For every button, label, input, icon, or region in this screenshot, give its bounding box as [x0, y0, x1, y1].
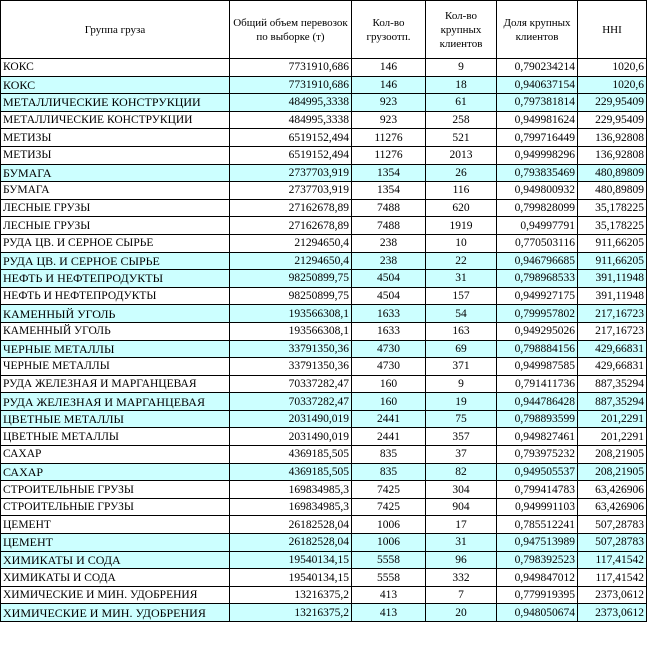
cell-volume: 169834985,3 — [230, 481, 352, 499]
cell-shippers: 11276 — [352, 146, 426, 164]
table-row — [1, 604, 647, 622]
cell-hhi: 35,178225 — [578, 199, 647, 217]
cell-shippers: 413 — [352, 586, 426, 604]
cell-hhi: 391,11948 — [578, 287, 647, 305]
cell-volume: 484995,3338 — [230, 111, 352, 129]
cell-volume: 13216375,2 — [230, 586, 352, 604]
cell-volume: 6519152,494 — [230, 146, 352, 164]
cell-group: НЕФТЬ И НЕФТЕПРОДУКТЫ — [1, 270, 230, 288]
cell-hhi: 136,92808 — [578, 146, 647, 164]
cell-large-clients: 31 — [426, 534, 497, 552]
cell-share: 0,949998296 — [497, 146, 578, 164]
cell-group: РУДА ЦВ. И СЕРНОЕ СЫРЬЕ — [1, 252, 230, 270]
cell-large-clients: 9 — [426, 375, 497, 393]
cell-hhi: 480,89809 — [578, 164, 647, 182]
cell-volume: 2031490,019 — [230, 410, 352, 428]
cell-hhi: 63,426906 — [578, 498, 647, 516]
cell-shippers: 2441 — [352, 428, 426, 446]
cell-group: КАМЕННЫЙ УГОЛЬ — [1, 305, 230, 323]
header-share: Доля крупных клиентов — [497, 1, 578, 59]
table-row — [1, 234, 647, 252]
cell-group: ЦЕМЕНТ — [1, 516, 230, 534]
cell-share: 0,791411736 — [497, 375, 578, 393]
cell-shippers: 1354 — [352, 182, 426, 200]
cell-shippers: 160 — [352, 393, 426, 411]
cell-volume: 33791350,36 — [230, 358, 352, 376]
cell-hhi: 911,66205 — [578, 252, 647, 270]
cell-share: 0,793975232 — [497, 446, 578, 464]
cell-large-clients: 26 — [426, 164, 497, 182]
cell-volume: 7731910,686 — [230, 76, 352, 94]
header-row — [1, 1, 647, 59]
cell-group: ЧЕРНЫЕ МЕТАЛЛЫ — [1, 340, 230, 358]
cell-shippers: 835 — [352, 446, 426, 464]
table-row — [1, 270, 647, 288]
table-row — [1, 463, 647, 481]
cell-shippers: 238 — [352, 252, 426, 270]
cell-hhi: 208,21905 — [578, 463, 647, 481]
cell-share: 0,790234214 — [497, 59, 578, 77]
cell-volume: 2031490,019 — [230, 428, 352, 446]
cell-share: 0,779919395 — [497, 586, 578, 604]
cell-group: ЧЕРНЫЕ МЕТАЛЛЫ — [1, 358, 230, 376]
cell-shippers: 5558 — [352, 569, 426, 587]
cell-group: САХАР — [1, 463, 230, 481]
cell-volume: 7731910,686 — [230, 59, 352, 77]
cell-volume: 70337282,47 — [230, 375, 352, 393]
cell-hhi: 63,426906 — [578, 481, 647, 499]
cell-volume: 26182528,04 — [230, 516, 352, 534]
header-large-clients: Кол-во крупных клиентов — [426, 1, 497, 59]
table-row — [1, 217, 647, 235]
cell-hhi: 217,16723 — [578, 305, 647, 323]
cell-shippers: 923 — [352, 94, 426, 112]
cell-share: 0,949981624 — [497, 111, 578, 129]
table-row — [1, 59, 647, 77]
header-hhi: HHI — [578, 1, 647, 59]
cell-hhi: 2373,0612 — [578, 604, 647, 622]
cell-share: 0,949847012 — [497, 569, 578, 587]
cell-volume: 193566308,1 — [230, 322, 352, 340]
cell-share: 0,947513989 — [497, 534, 578, 552]
cell-hhi: 429,66831 — [578, 358, 647, 376]
cell-volume: 2737703,919 — [230, 164, 352, 182]
cell-volume: 21294650,4 — [230, 252, 352, 270]
cell-group: РУДА ЦВ. И СЕРНОЕ СЫРЬЕ — [1, 234, 230, 252]
cell-hhi: 1020,6 — [578, 59, 647, 77]
cell-shippers: 413 — [352, 604, 426, 622]
cell-group: РУДА ЖЕЛЕЗНАЯ И МАРГАНЦЕВАЯ — [1, 375, 230, 393]
cell-group: ЦЕМЕНТ — [1, 534, 230, 552]
cell-volume: 193566308,1 — [230, 305, 352, 323]
table-row — [1, 375, 647, 393]
cell-large-clients: 1919 — [426, 217, 497, 235]
cell-shippers: 7425 — [352, 481, 426, 499]
cell-volume: 26182528,04 — [230, 534, 352, 552]
table-row — [1, 358, 647, 376]
cell-hhi: 887,35294 — [578, 375, 647, 393]
cell-group: ХИМИКАТЫ И СОДА — [1, 551, 230, 569]
cell-large-clients: 157 — [426, 287, 497, 305]
cell-large-clients: 521 — [426, 129, 497, 147]
cell-group: ХИМИЧЕСКИЕ И МИН. УДОБРЕНИЯ — [1, 586, 230, 604]
cell-group: ЦВЕТНЫЕ МЕТАЛЛЫ — [1, 428, 230, 446]
cell-shippers: 4504 — [352, 287, 426, 305]
cell-group: ХИМИЧЕСКИЕ И МИН. УДОБРЕНИЯ — [1, 604, 230, 622]
cell-large-clients: 163 — [426, 322, 497, 340]
cell-hhi: 35,178225 — [578, 217, 647, 235]
cell-group: ЛЕСНЫЕ ГРУЗЫ — [1, 199, 230, 217]
header-group: Группа груза — [1, 1, 230, 59]
cell-shippers: 11276 — [352, 129, 426, 147]
table-row — [1, 305, 647, 323]
table-row — [1, 586, 647, 604]
table-row — [1, 498, 647, 516]
cell-share: 0,799957802 — [497, 305, 578, 323]
cell-volume: 169834985,3 — [230, 498, 352, 516]
cell-group: КАМЕННЫЙ УГОЛЬ — [1, 322, 230, 340]
cell-shippers: 1633 — [352, 322, 426, 340]
cell-hhi: 911,66205 — [578, 234, 647, 252]
cell-shippers: 2441 — [352, 410, 426, 428]
cell-volume: 13216375,2 — [230, 604, 352, 622]
cell-group: МЕТАЛЛИЧЕСКИЕ КОНСТРУКЦИИ — [1, 94, 230, 112]
cell-shippers: 7488 — [352, 199, 426, 217]
cell-large-clients: 19 — [426, 393, 497, 411]
table-row — [1, 534, 647, 552]
cell-share: 0,949927175 — [497, 287, 578, 305]
cell-hhi: 229,95409 — [578, 111, 647, 129]
cell-hhi: 391,11948 — [578, 270, 647, 288]
cell-shippers: 160 — [352, 375, 426, 393]
table-row — [1, 569, 647, 587]
cell-large-clients: 620 — [426, 199, 497, 217]
table-row — [1, 393, 647, 411]
cell-volume: 484995,3338 — [230, 94, 352, 112]
cell-shippers: 1633 — [352, 305, 426, 323]
cell-share: 0,798884156 — [497, 340, 578, 358]
cell-shippers: 1354 — [352, 164, 426, 182]
cell-hhi: 887,35294 — [578, 393, 647, 411]
cell-shippers: 835 — [352, 463, 426, 481]
table-row — [1, 164, 647, 182]
cell-volume: 19540134,15 — [230, 569, 352, 587]
cell-share: 0,770503116 — [497, 234, 578, 252]
cell-hhi: 229,95409 — [578, 94, 647, 112]
table-row — [1, 516, 647, 534]
cell-volume: 27162678,89 — [230, 217, 352, 235]
cell-hhi: 507,28783 — [578, 516, 647, 534]
cell-share: 0,949505537 — [497, 463, 578, 481]
cell-group: БУМАГА — [1, 182, 230, 200]
table-row — [1, 199, 647, 217]
cell-shippers: 1006 — [352, 534, 426, 552]
cell-shippers: 4730 — [352, 340, 426, 358]
cell-large-clients: 332 — [426, 569, 497, 587]
cell-share: 0,799716449 — [497, 129, 578, 147]
table-row — [1, 322, 647, 340]
cell-large-clients: 54 — [426, 305, 497, 323]
table-body — [1, 59, 647, 622]
cell-group: МЕТАЛЛИЧЕСКИЕ КОНСТРУКЦИИ — [1, 111, 230, 129]
cell-large-clients: 371 — [426, 358, 497, 376]
cell-volume: 70337282,47 — [230, 393, 352, 411]
table-row — [1, 481, 647, 499]
cell-large-clients: 10 — [426, 234, 497, 252]
table-row — [1, 252, 647, 270]
cell-large-clients: 75 — [426, 410, 497, 428]
cell-volume: 98250899,75 — [230, 270, 352, 288]
cell-large-clients: 357 — [426, 428, 497, 446]
cell-shippers: 4730 — [352, 358, 426, 376]
cell-shippers: 238 — [352, 234, 426, 252]
cell-group: СТРОИТЕЛЬНЫЕ ГРУЗЫ — [1, 498, 230, 516]
cell-share: 0,799414783 — [497, 481, 578, 499]
cell-share: 0,948050674 — [497, 604, 578, 622]
table-row — [1, 551, 647, 569]
cell-hhi: 136,92808 — [578, 129, 647, 147]
header-volume: Общий объем перевозок по выборке (т) — [230, 1, 352, 59]
cell-share: 0,949987585 — [497, 358, 578, 376]
cell-share: 0,944786428 — [497, 393, 578, 411]
cell-group: НЕФТЬ И НЕФТЕПРОДУКТЫ — [1, 287, 230, 305]
cell-hhi: 201,2291 — [578, 428, 647, 446]
table-row — [1, 287, 647, 305]
cell-volume: 4369185,505 — [230, 446, 352, 464]
cell-large-clients: 31 — [426, 270, 497, 288]
cell-large-clients: 69 — [426, 340, 497, 358]
cell-hhi: 507,28783 — [578, 534, 647, 552]
cell-hhi: 117,41542 — [578, 551, 647, 569]
header-shippers: Кол-во грузоотп. — [352, 1, 426, 59]
table-row — [1, 428, 647, 446]
cell-hhi: 2373,0612 — [578, 586, 647, 604]
cell-share: 0,799828099 — [497, 199, 578, 217]
table-row — [1, 446, 647, 464]
cell-hhi: 217,16723 — [578, 322, 647, 340]
cell-hhi: 208,21905 — [578, 446, 647, 464]
cell-share: 0,949827461 — [497, 428, 578, 446]
cell-shippers: 146 — [352, 59, 426, 77]
cell-large-clients: 2013 — [426, 146, 497, 164]
cell-share: 0,949295026 — [497, 322, 578, 340]
cell-large-clients: 17 — [426, 516, 497, 534]
cell-volume: 33791350,36 — [230, 340, 352, 358]
cell-group: ЛЕСНЫЕ ГРУЗЫ — [1, 217, 230, 235]
cell-large-clients: 9 — [426, 59, 497, 77]
cell-group: МЕТИЗЫ — [1, 129, 230, 147]
cell-hhi: 117,41542 — [578, 569, 647, 587]
cell-large-clients: 116 — [426, 182, 497, 200]
cell-large-clients: 7 — [426, 586, 497, 604]
cell-shippers: 7488 — [352, 217, 426, 235]
cell-group: ХИМИКАТЫ И СОДА — [1, 569, 230, 587]
cell-share: 0,94997791 — [497, 217, 578, 235]
cell-shippers: 923 — [352, 111, 426, 129]
cell-hhi: 201,2291 — [578, 410, 647, 428]
cell-volume: 19540134,15 — [230, 551, 352, 569]
cell-shippers: 7425 — [352, 498, 426, 516]
cell-share: 0,798392523 — [497, 551, 578, 569]
cell-large-clients: 904 — [426, 498, 497, 516]
cell-shippers: 146 — [352, 76, 426, 94]
cell-large-clients: 37 — [426, 446, 497, 464]
cell-hhi: 1020,6 — [578, 76, 647, 94]
cell-share: 0,798968533 — [497, 270, 578, 288]
cell-large-clients: 304 — [426, 481, 497, 499]
cell-group: САХАР — [1, 446, 230, 464]
table-row — [1, 182, 647, 200]
cell-volume: 4369185,505 — [230, 463, 352, 481]
table-row — [1, 111, 647, 129]
cell-share: 0,797381814 — [497, 94, 578, 112]
table-row — [1, 129, 647, 147]
cell-large-clients: 18 — [426, 76, 497, 94]
cell-share: 0,793835469 — [497, 164, 578, 182]
cell-volume: 27162678,89 — [230, 199, 352, 217]
cell-hhi: 480,89809 — [578, 182, 647, 200]
cell-volume: 6519152,494 — [230, 129, 352, 147]
cell-volume: 98250899,75 — [230, 287, 352, 305]
cell-share: 0,949991103 — [497, 498, 578, 516]
cell-shippers: 4504 — [352, 270, 426, 288]
cell-hhi: 429,66831 — [578, 340, 647, 358]
cell-large-clients: 22 — [426, 252, 497, 270]
cell-shippers: 5558 — [352, 551, 426, 569]
cell-group: РУДА ЖЕЛЕЗНАЯ И МАРГАНЦЕВАЯ — [1, 393, 230, 411]
cell-group: СТРОИТЕЛЬНЫЕ ГРУЗЫ — [1, 481, 230, 499]
cell-group: ЦВЕТНЫЕ МЕТАЛЛЫ — [1, 410, 230, 428]
cell-group: БУМАГА — [1, 164, 230, 182]
cell-share: 0,946796685 — [497, 252, 578, 270]
cell-group: КОКС — [1, 76, 230, 94]
cell-shippers: 1006 — [352, 516, 426, 534]
table-row — [1, 94, 647, 112]
cell-large-clients: 96 — [426, 551, 497, 569]
cell-group: КОКС — [1, 59, 230, 77]
cell-large-clients: 258 — [426, 111, 497, 129]
cell-group: МЕТИЗЫ — [1, 146, 230, 164]
cell-share: 0,798893599 — [497, 410, 578, 428]
cell-large-clients: 20 — [426, 604, 497, 622]
cell-large-clients: 61 — [426, 94, 497, 112]
table-row — [1, 146, 647, 164]
cell-volume: 21294650,4 — [230, 234, 352, 252]
cell-share: 0,785512241 — [497, 516, 578, 534]
table-row — [1, 410, 647, 428]
cell-share: 0,940637154 — [497, 76, 578, 94]
cell-share: 0,949800932 — [497, 182, 578, 200]
table-row — [1, 340, 647, 358]
table-row — [1, 76, 647, 94]
cell-large-clients: 82 — [426, 463, 497, 481]
cell-volume: 2737703,919 — [230, 182, 352, 200]
